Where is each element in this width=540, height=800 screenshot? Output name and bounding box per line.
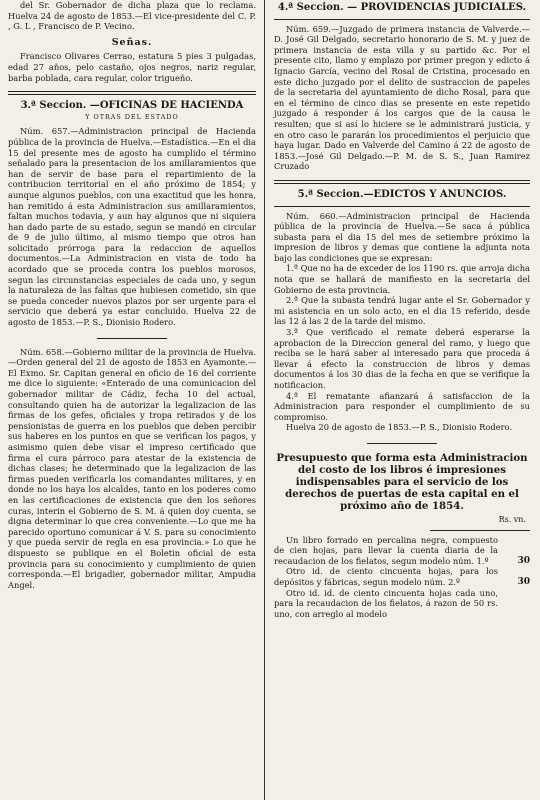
budget-item-text: Un libro forrado en percalina negra, compuesto de cien hojas, para llevar la cuenta diaria de la recaudacion de los fielatos, segun modelo núm. 1.º [274,534,498,566]
section-3-subtitle: Y OTRAS DEL ESTADO [85,112,179,121]
section-rule [8,91,256,95]
senas-paragraph: Francisco Olivares Cerrao, estatura 5 pies 3 pulgadas, edad 27 años, pelo castaño, ojos negros, nariz regular, barba poblada, cara regular, color trigueño. [8,51,256,83]
currency-header: Rs. vn. [498,514,526,524]
condition-2: 2.ª Que la subasta tendrá lugar ante el Sr. Gobernador y mi asistencia en un solo acto, en el dia 15 referido, desde las 12 á las 2 de la tarde del mismo. [274,295,530,327]
notice-658: Núm. 658.—Gobierno militar de la provincia de Huelva.—Orden general del 21 de agosto de 1853 en Ayamonte.—El Exmo. Sr. Capitan general en oficio de 16 del corriente me dice lo siguiente: «Enterado de una comunicacion del gobernador militar de Cádiz, fecha 10 del actual, consultando quien ha de autorizar la legalizacion de las firmas de los gefes, oficiales y tropa retirados y de los pensionistas de guerra en los pueblos que deben percibir sus haberes en los puntos en que se verifican los pagos, y asimismo quien debe visar el impreso certificado que firma el cura párroco para atestar de la existencia de dichas clases; he determinado que la legalizacion de las firmas pueden verificarla los comandantes militares, y en donde no los haya los alcaldes, tanto en los poderes como en las certificaciones de existencia que den los señores curas, interin el Gobierno de S. M. á quien doy cuenta, se digna determinar lo que crea conveniente.—Lo que me ha parecido oportuno comunicar á V. S. para su conocimiento y que pueda servir de regla en esa provincia.» Lo que he dispuesto se publique en el Boletin oficial de esta provincia para su conocimiento y cumplimiento de quien corresponda.—El brigadier, gobernador militar, Ampudia Angel. [8,346,256,590]
budget-title: Presupuesto que forma esta Administracion del costo de los libros é impresiones indispensables para el servicio de los derechos de puertas de esta capital en el próximo año de 1854. [276,451,528,512]
column-divider [264,0,265,800]
budget-item-amount: 30 [517,555,530,566]
notice-separator [97,338,167,339]
currency-rule [430,530,530,531]
condition-4: 4.ª El rematante afianzará á satisfaccion de la Administracion para responder el cumplimiento de su compromiso. [274,390,530,422]
section-4-title: 4.ª Seccion. — PROVIDENCIAS JUDICIALES. [277,2,527,13]
section-rule-2 [274,180,530,184]
left-column [8,0,256,590]
signature-line: Huelva 20 de agosto de 1853.—P. S., Dionisio Rodero. [286,422,513,433]
section-5-title: 5.ª Seccion.—EDICTOS Y ANUNCIOS. [297,188,507,200]
notice-659: Núm. 659.—Juzgado de primera instancia de Valverde.—D. José Gil Delgado, secretario honorario de S. M. y juez de primera instancia de esta villa y su partido &c. Por el presente cito, llamo y emplazo por primer pregon y edicto á Ignacio García, vecino del Rosal de Cristina, procesado en este dicho juzgado por el delito de sustraccion de papeles de la secretaria del ayuntamiento de dicho Rosal, para que en el término de cinco dias se presente en este repetido juzgado á responder á los cargos que de la causa le resulten; que si así lo hiciere se le administrará justicia, y en otro caso le pararán los procedimientos el perjuicio que haya lugar. Dado en Valverde del Camino á 22 de agosto de 1853.—José Gil Delgado.—P. M. de S. S., Juan Ramirez Cruzado [274,23,530,172]
budget-item [274,535,530,567]
senas-heading: Señas. [111,36,153,48]
intro-paragraph: del Sr. Gobernador de dicha plaza que lo reclama. Huelva 24 de agosto de 1853.—El vice-presidente del C. P. , G. L , Francisco de P. Vecino. [8,0,256,32]
budget-item [274,588,530,620]
notice-657: Núm. 657.—Administracion principal de Hacienda pública de la provincia de Huelva.—Estadística.—En el dia 15 del presente mes de agosto ha cumplido el término señalado para la presentacion de los amillaramientos que han de servir de base para el repartimiento de la contribucion territorial en el año próximo de 1854; y aunque algunos pueblos, con una exactitud que les honra, han remitido á esta Administracion sus amillaramientos, faltan muchos todavia, y aun hay algunos que ni siquiera han dado parte de su estado, segun se mandó en circular de 9 de julio último, al mismo tiempo que otros han solicitado prórroga para la redaccion de aquellos documentos.—La Administracion en vista de todo ha acordado que se proceda contra los pueblos morosos, segun las circunstancias especiales de cada uno, y segun la naturaleza de las faltas que hubiesen cometido, sin que se pueda conceder nuevos plazos por ser urgente para el servicio que deberá ya estar concluido. Huelva 22 de agosto de 1853.—P. S., Dionisio Rodero. [8,126,256,328]
budget-item-amount: 30 [517,576,530,587]
budget-item-text: Otro id. id. de ciento cincuenta hojas cada uno, para la recaudacion de los fielatos, á razon de 50 rs. uno, con arreglo al modelo [274,587,498,619]
section-3-title: 3.ª Seccion. —OFICINAS DE HACIENDA [20,100,244,112]
notice-660: Núm. 660.—Administracion principal de Hacienda pública de la provincia de Huelva.—Se saca á pública subasta para el dia 15 del mes de setiembre próximo la impresion de libros y demas que contiene la adjunta nota bajo las condiciones que se expresan: [274,210,530,263]
budget-item [274,566,530,587]
right-column [274,0,530,619]
condition-1: 1.ª Que no ha de exceder de los 1190 rs. que arroja dicha nota que se hallará de manifiesto en la secretaria del Gobierno de esta provincia. [274,263,530,295]
budget-separator [367,443,437,444]
budget-item-text: Otro id. de ciento cincuenta hojas, para los depósitos y fábricas, segun modelo núm. 2.º [274,566,498,587]
condition-3: 3.ª Que verificado el remate deberá esperarse la aprobacion de la Direccion general del ramo, y luego que reciba se le hará saber al interesado para que proceda á llevar á efecto la construccion de libros y demas documentos á los 30 dias de la fecha en que se verifique la notificacion. [274,327,530,390]
